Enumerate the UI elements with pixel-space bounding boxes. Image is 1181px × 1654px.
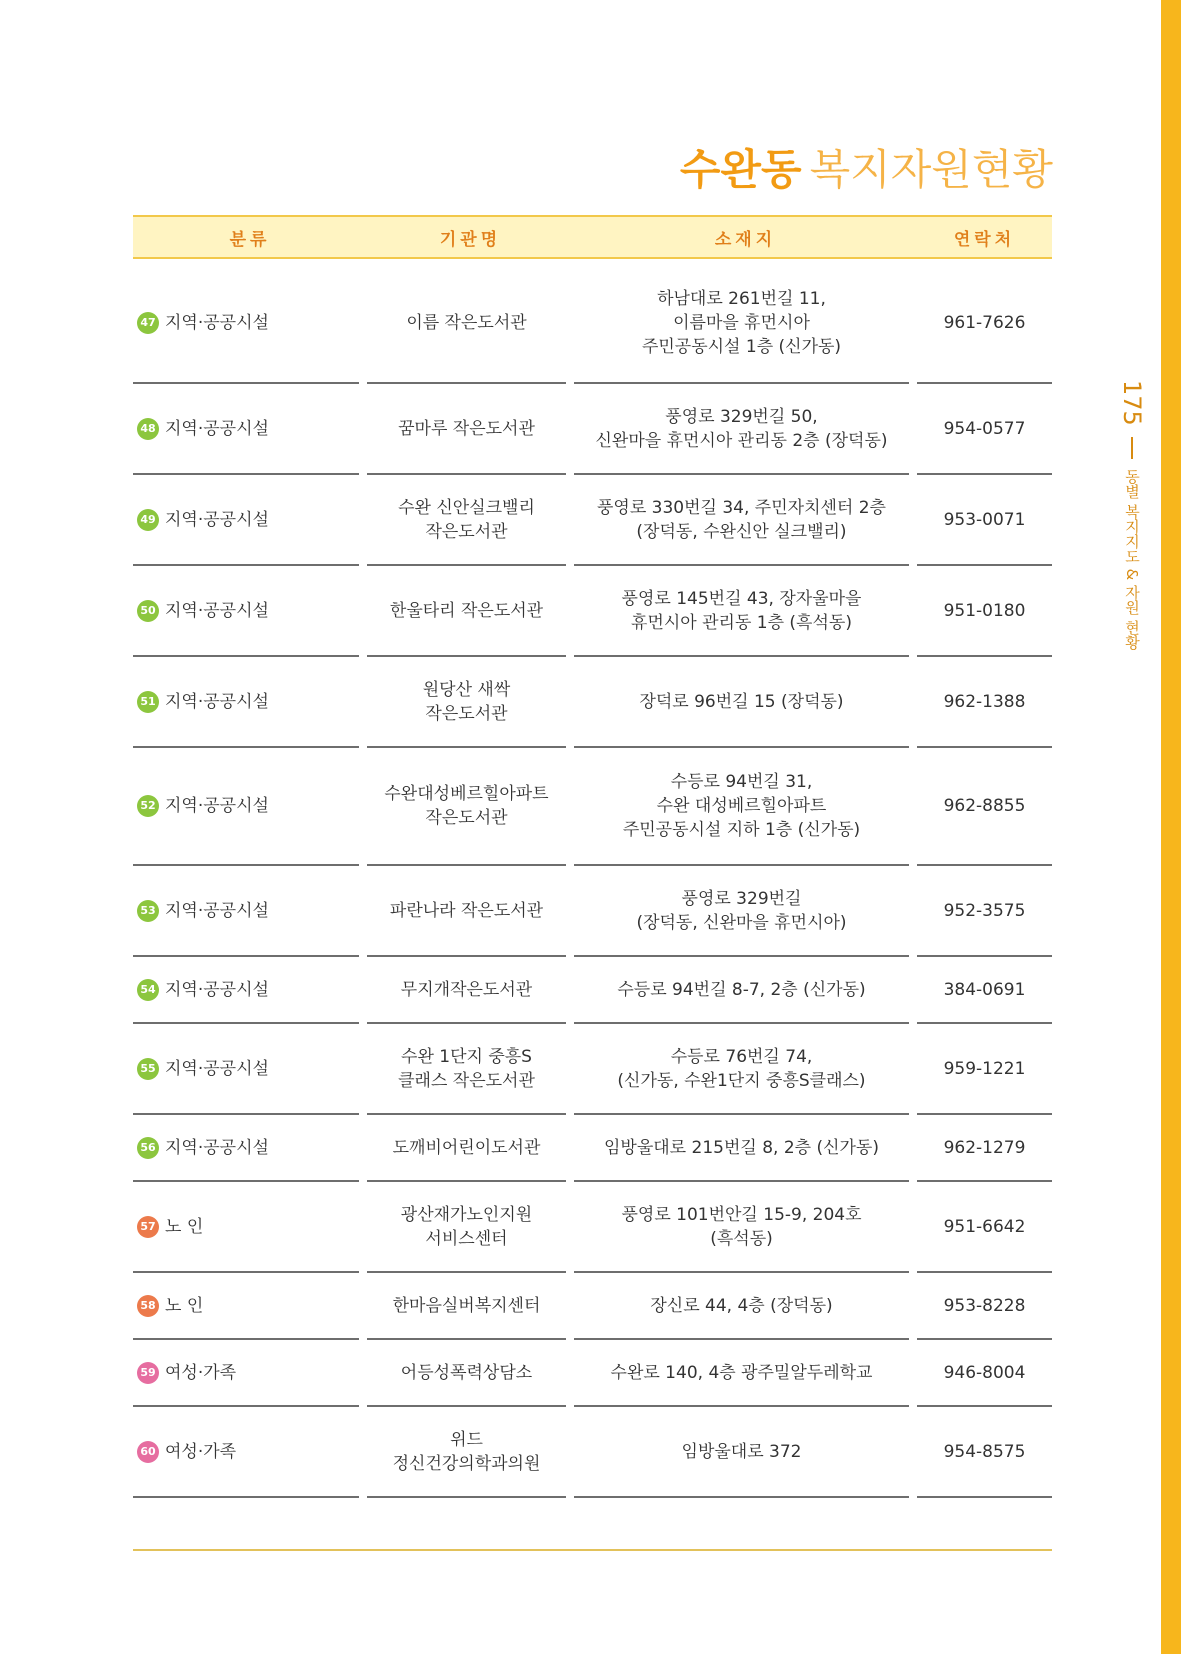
cell-category (133, 1340, 359, 1407)
cell-name-text: 이름 작은도서관 (406, 312, 527, 333)
bottom-rule (133, 1549, 1052, 1551)
cell-address (574, 475, 909, 566)
number-badge: 58 (137, 1295, 159, 1317)
number-badge: 47 (137, 312, 159, 334)
number-badge: 56 (137, 1137, 159, 1159)
category-label: 지역·공공시설 (165, 1058, 269, 1079)
cell-address (574, 1024, 909, 1115)
cell-address-text: 풍영로 330번길 34, 주민자치센터 2층 (장덕동, 수완신안 실크밸리) (597, 497, 886, 542)
table-row (133, 1340, 1052, 1407)
table-row (133, 866, 1052, 957)
cell-category (133, 384, 359, 475)
category-label: 지역·공공시설 (165, 1137, 269, 1158)
cell-name (367, 475, 566, 566)
header-address: 소재지 (714, 229, 777, 250)
cell-phone (917, 1024, 1052, 1115)
cell-phone (917, 748, 1052, 866)
cell-phone-text: 946-8004 (943, 1362, 1026, 1383)
number-badge: 50 (137, 600, 159, 622)
cell-name (367, 866, 566, 957)
category-label: 지역·공공시설 (165, 509, 269, 530)
cell-name-text: 광산재가노인지원 서비스센터 (400, 1204, 533, 1249)
number-badge: 54 (137, 979, 159, 1001)
cell-category (133, 263, 359, 384)
category-label: 여성·가족 (165, 1441, 237, 1462)
cell-name-text: 무지개작은도서관 (400, 979, 533, 1000)
header-name: 기관명 (439, 229, 502, 250)
cell-name-text: 도깨비어린이도서관 (392, 1137, 541, 1158)
cell-address-text: 하남대로 261번길 11, 이름마을 휴먼시아 주민공동시설 1층 (신가동) (641, 288, 842, 357)
cell-name (367, 384, 566, 475)
number-badge: 53 (137, 900, 159, 922)
cell-address-text: 풍영로 101번안길 15-9, 204호 (흑석동) (621, 1204, 862, 1249)
side-divider (1131, 437, 1133, 459)
table-row (133, 1115, 1052, 1182)
cell-name (367, 957, 566, 1024)
title-subject: 복지자원현황 (809, 145, 1053, 194)
cell-address-text: 장덕로 96번길 15 (장덕동) (639, 691, 844, 712)
cell-name-text: 한울타리 작은도서관 (389, 600, 544, 621)
cell-name-text: 어등성폭력상담소 (400, 1362, 533, 1383)
cell-name (367, 1024, 566, 1115)
table-header (133, 215, 1052, 259)
cell-name-text: 위드 정신건강의학과의원 (392, 1429, 541, 1474)
category-label: 지역·공공시설 (165, 312, 269, 333)
resource-table (133, 215, 1052, 1498)
cell-address (574, 748, 909, 866)
cell-address (574, 957, 909, 1024)
cell-phone (917, 475, 1052, 566)
cell-phone (917, 657, 1052, 748)
cell-address-text: 풍영로 329번길 50, 신완마을 휴먼시아 관리동 2층 (장덕동) (595, 406, 888, 451)
title-district: 수완동 (679, 145, 802, 194)
cell-category (133, 657, 359, 748)
side-caption: 동별 복지지도 & 자원 현황 (1123, 469, 1141, 650)
cell-category (133, 475, 359, 566)
cell-phone (917, 384, 1052, 475)
cell-name (367, 1273, 566, 1340)
number-badge: 52 (137, 795, 159, 817)
cell-phone-text: 951-0180 (943, 600, 1026, 621)
cell-name (367, 1182, 566, 1273)
cell-phone-text: 384-0691 (943, 979, 1026, 1000)
table-row (133, 1273, 1052, 1340)
cell-phone (917, 866, 1052, 957)
cell-phone-text: 961-7626 (943, 312, 1026, 333)
cell-category (133, 1024, 359, 1115)
cell-name-text: 원당산 새싹 작은도서관 (422, 679, 511, 724)
cell-phone (917, 1115, 1052, 1182)
page-number: 175 (1118, 380, 1146, 426)
number-badge: 48 (137, 418, 159, 440)
cell-category (133, 866, 359, 957)
cell-address (574, 866, 909, 957)
table-row (133, 475, 1052, 566)
cell-phone (917, 1407, 1052, 1498)
cell-name (367, 566, 566, 657)
cell-address-text: 수완로 140, 4층 광주밀알두레학교 (610, 1362, 873, 1383)
cell-phone-text: 959-1221 (943, 1058, 1026, 1079)
cell-phone-text: 954-0577 (943, 418, 1026, 439)
cell-address (574, 1115, 909, 1182)
cell-name-text: 파란나라 작은도서관 (389, 900, 544, 921)
cell-name (367, 1115, 566, 1182)
table-row (133, 748, 1052, 866)
cell-address-text: 수등로 76번길 74, (신가동, 수완1단지 중흥S클래스) (617, 1046, 866, 1091)
table-row (133, 566, 1052, 657)
cell-name-text: 한마음실버복지센터 (392, 1295, 541, 1316)
table-row (133, 384, 1052, 475)
cell-category (133, 1273, 359, 1340)
cell-address (574, 263, 909, 384)
header-category: 분류 (229, 229, 271, 250)
cell-address-text: 수등로 94번길 31, 수완 대성베르힐아파트 주민공동시설 지하 1층 (신가동) (622, 772, 861, 840)
cell-category (133, 566, 359, 657)
category-label: 노 인 (165, 1216, 204, 1237)
table-row (133, 1024, 1052, 1115)
cell-name-text: 수완 1단지 중흥S 클래스 작은도서관 (398, 1046, 535, 1091)
number-badge: 57 (137, 1216, 159, 1238)
cell-name (367, 263, 566, 384)
cell-phone-text: 953-0071 (943, 509, 1026, 530)
cell-phone-text: 954-8575 (943, 1441, 1026, 1462)
cell-address (574, 1182, 909, 1273)
cell-name (367, 748, 566, 866)
cell-address-text: 수등로 94번길 8-7, 2층 (신가동) (617, 979, 866, 1000)
number-badge: 51 (137, 691, 159, 713)
header-phone: 연락처 (953, 229, 1016, 250)
table-row (133, 263, 1052, 384)
cell-address (574, 1407, 909, 1498)
cell-address (574, 657, 909, 748)
cell-phone (917, 263, 1052, 384)
page-title (533, 138, 1053, 202)
number-badge: 59 (137, 1362, 159, 1384)
cell-address (574, 566, 909, 657)
cell-phone (917, 566, 1052, 657)
cell-name (367, 1407, 566, 1498)
cell-phone (917, 1340, 1052, 1407)
cell-phone-text: 952-3575 (943, 900, 1026, 921)
cell-category (133, 748, 359, 866)
cell-category (133, 1407, 359, 1498)
number-badge: 60 (137, 1441, 159, 1463)
cell-name (367, 657, 566, 748)
side-rail (1116, 375, 1148, 675)
cell-address-text: 풍영로 329번길 (장덕동, 신완마을 휴먼시아) (636, 888, 847, 933)
cell-category (133, 957, 359, 1024)
category-label: 지역·공공시설 (165, 691, 269, 712)
cell-category (133, 1182, 359, 1273)
cell-phone-text: 951-6642 (943, 1216, 1026, 1237)
category-label: 지역·공공시설 (165, 418, 269, 439)
table-row (133, 657, 1052, 748)
cell-address (574, 384, 909, 475)
cell-phone-text: 962-1388 (943, 691, 1026, 712)
category-label: 지역·공공시설 (165, 600, 269, 621)
cell-phone-text: 962-8855 (943, 796, 1026, 816)
side-color-band (1161, 0, 1181, 1654)
cell-address (574, 1340, 909, 1407)
cell-name-text: 수완 신안실크밸리 작은도서관 (398, 497, 535, 542)
cell-phone (917, 1182, 1052, 1273)
cell-phone (917, 957, 1052, 1024)
cell-address-text: 임방울대로 215번길 8, 2층 (신가동) (603, 1137, 879, 1158)
category-label: 노 인 (165, 1295, 204, 1316)
table-row (133, 957, 1052, 1024)
table-row (133, 1182, 1052, 1273)
number-badge: 55 (137, 1058, 159, 1080)
cell-phone (917, 1273, 1052, 1340)
cell-phone-text: 953-8228 (943, 1295, 1026, 1316)
cell-address-text: 장신로 44, 4층 (장덕동) (650, 1295, 833, 1316)
category-label: 여성·가족 (165, 1362, 237, 1383)
cell-phone-text: 962-1279 (943, 1137, 1026, 1158)
table-row (133, 1407, 1052, 1498)
category-label: 지역·공공시설 (165, 979, 269, 1000)
cell-name-text: 수완대성베르힐아파트 작은도서관 (384, 784, 549, 828)
cell-address (574, 1273, 909, 1340)
cell-address-text: 풍영로 145번길 43, 장자울마을 휴먼시아 관리동 1층 (흑석동) (621, 588, 862, 633)
cell-category (133, 1115, 359, 1182)
category-label: 지역·공공시설 (165, 796, 269, 816)
table-body (133, 263, 1052, 1498)
cell-name (367, 1340, 566, 1407)
category-label: 지역·공공시설 (165, 900, 269, 921)
number-badge: 49 (137, 509, 159, 531)
cell-address-text: 임방울대로 372 (681, 1441, 802, 1462)
cell-name-text: 꿈마루 작은도서관 (398, 418, 535, 439)
